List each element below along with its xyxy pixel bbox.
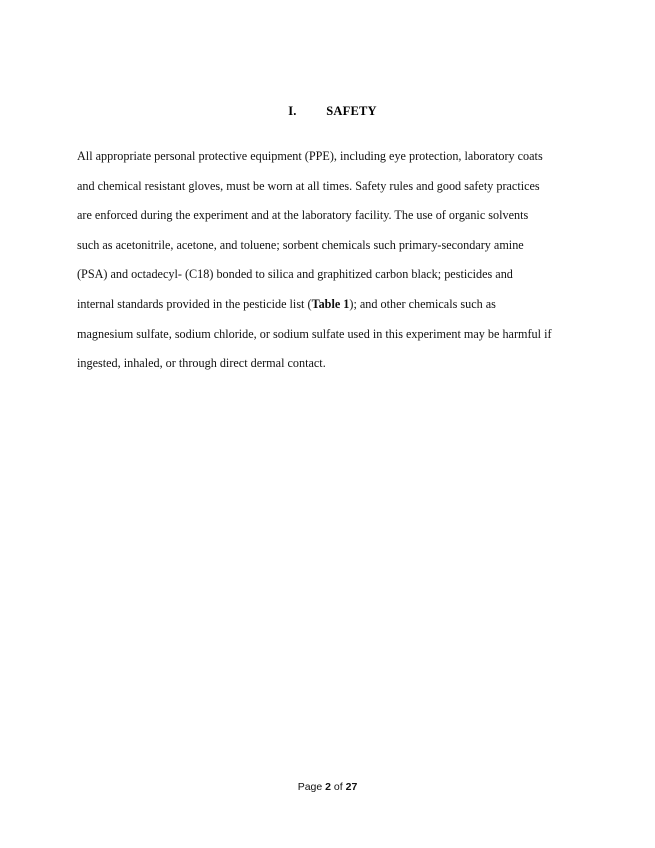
paragraph-line-part: ); and other chemicals such as <box>349 296 496 311</box>
section-title: SAFETY <box>326 104 377 118</box>
paragraph-line: such as acetonitrile, acetone, and toluene; sorbent chemicals such primary-secondary amine <box>77 237 524 252</box>
paragraph-line: magnesium sulfate, sodium chloride, or sodium sulfate used in this experiment may be harmful if <box>77 326 552 341</box>
paragraph-line: (PSA) and octadecyl- (C18) bonded to silica and graphitized carbon black; pesticides and <box>77 267 513 282</box>
paragraph-line: are enforced during the experiment and at the laboratory facility. The use of organic solvents <box>77 208 529 223</box>
table-reference: Table 1 <box>311 296 350 311</box>
total-pages-number: 27 <box>345 781 358 793</box>
paragraph-line: All appropriate personal protective equipment (PPE), including eye protection, laboratory coats <box>77 149 543 163</box>
paragraph-line: and chemical resistant gloves, must be worn at all times. Safety rules and good safety practices <box>77 178 540 193</box>
safety-paragraph <box>77 142 587 379</box>
current-page-number: 2 <box>325 781 331 793</box>
page-footer <box>0 781 655 793</box>
paragraph-line <box>77 290 587 320</box>
section-heading <box>0 104 655 119</box>
section-number: I. <box>288 104 297 118</box>
of-label: of <box>333 781 343 793</box>
paragraph-line-part: internal standards provided in the pesticide list ( <box>77 296 312 311</box>
page-label: Page <box>297 781 323 793</box>
paragraph-line: ingested, inhaled, or through direct dermal contact. <box>77 356 326 371</box>
